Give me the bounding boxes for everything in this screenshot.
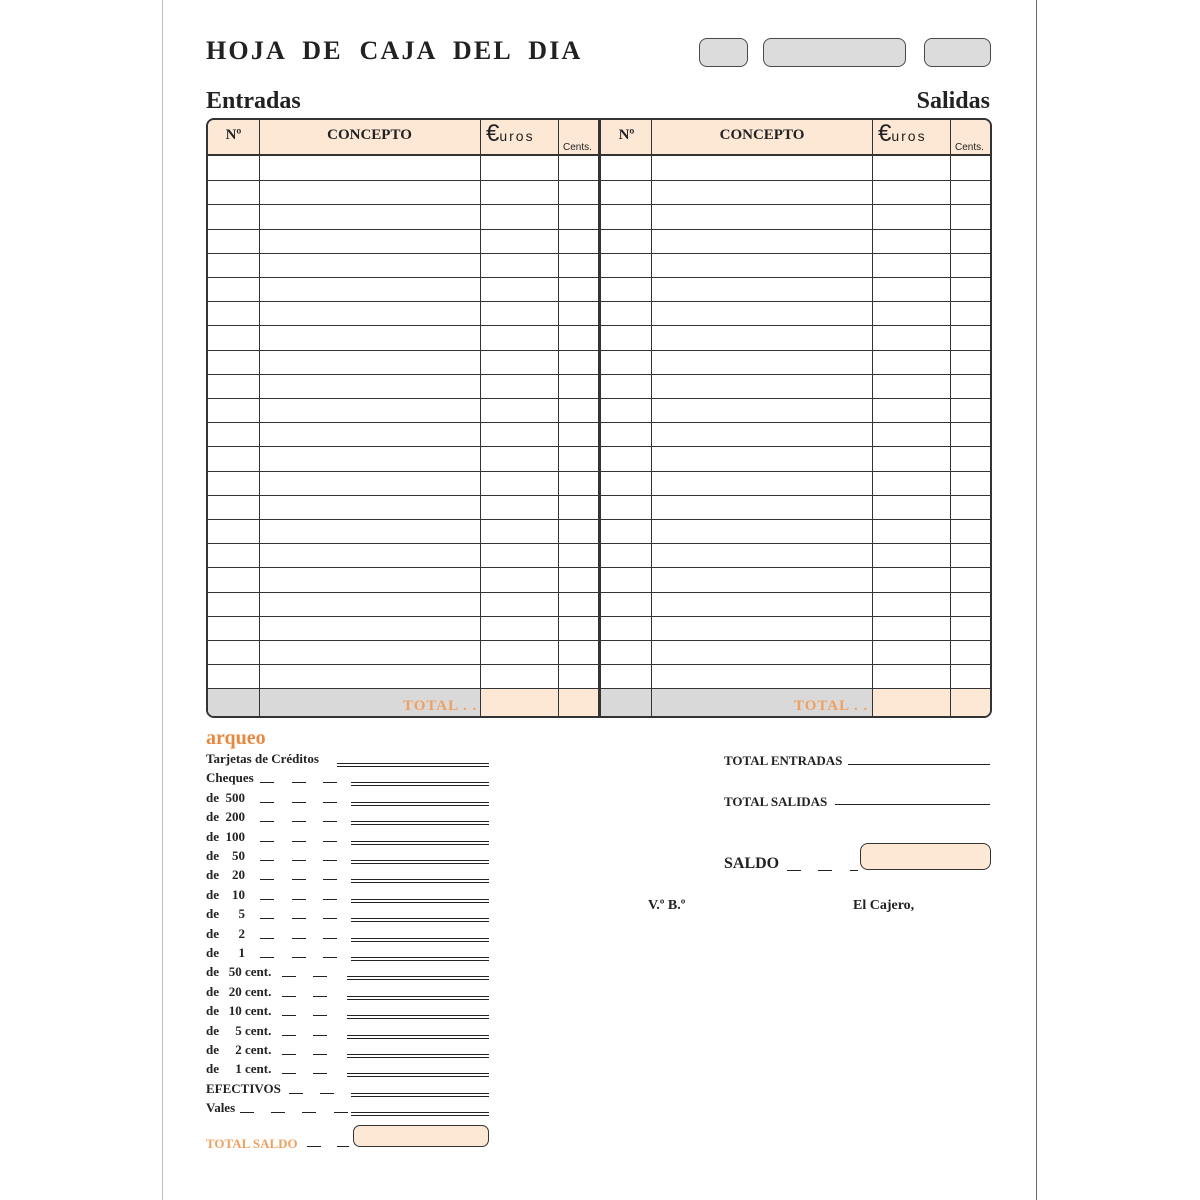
dash [292,821,306,822]
date-day-box[interactable] [699,38,748,67]
dash [334,1112,348,1113]
dash [313,1054,327,1055]
dash [313,1073,327,1074]
salidas-col-cents: Cents. [955,142,984,153]
arqueo-amount-line[interactable] [351,1112,489,1113]
dash [260,879,274,880]
arqueo-row-label: de 50 cent. [206,964,272,980]
dash [323,782,337,783]
salidas-col-concepto: CONCEPTO [719,127,805,143]
dash [260,918,274,919]
col-sep [480,120,481,716]
arqueo-amount-line[interactable] [351,899,489,900]
total-saldo-field[interactable] [353,1125,489,1147]
col-sep [558,120,559,716]
dash [292,879,306,880]
col-sep-middle [598,120,601,716]
arqueo-row-label: de 2 [206,925,245,941]
dash [260,957,274,958]
ledger-table [206,118,992,718]
arqueo-row-label: de 2 cent. [206,1042,272,1057]
arqueo-amount-line-under [347,1057,489,1058]
arqueo-amount-line-under [347,999,489,1000]
arqueo-amount-line-under [351,941,489,942]
dash [260,802,274,803]
dash [260,899,274,900]
entradas-total-label: TOTAL . . [403,698,478,714]
col-sep [259,120,260,716]
saldo-field[interactable] [860,843,991,870]
dash [323,938,337,939]
col-sep [872,120,873,716]
arqueo-row-label: de 50 [206,848,245,863]
arqueo-row-label: de 1 cent. [206,1061,272,1077]
dash [313,1035,327,1036]
arqueo-row-label: de 10 [206,886,245,902]
dash [282,1073,296,1074]
dash [850,870,858,871]
arqueo-row-label: de 10 cent. [206,1003,272,1019]
dash [302,1112,316,1113]
arqueo-row-label: de 500 [206,789,245,805]
arqueo-amount-line-under [347,1018,489,1019]
arqueo-amount-line[interactable] [351,879,489,880]
total-salidas-line[interactable] [835,804,990,805]
arqueo-amount-line[interactable] [337,763,489,764]
dash [313,976,327,977]
arqueo-row-label: EFECTIVOS [206,1080,281,1096]
dash [260,782,274,783]
total-entradas-label: TOTAL ENTRADAS [724,753,843,768]
arqueo-amount-line[interactable] [351,918,489,919]
dash [260,821,274,822]
arqueo-amount-line[interactable] [347,1015,489,1016]
arqueo-amount-line[interactable] [347,1073,489,1074]
arqueo-amount-line[interactable] [351,1093,489,1094]
dash [323,918,337,919]
dash [240,1112,254,1113]
entradas-title: Entradas [206,88,301,114]
euro-icon: € [486,120,500,147]
arqueo-amount-line-under [351,844,489,845]
arqueo-amount-line-under [351,921,489,922]
form-title: HOJA DE CAJA DEL DIA [206,36,583,65]
date-month-box[interactable] [763,38,906,67]
dash [337,1146,349,1147]
dash [292,899,306,900]
dash [323,841,337,842]
arqueo-amount-line-under [347,1076,489,1077]
dash [313,1015,327,1016]
arqueo-amount-line-under [351,785,489,786]
dash [323,957,337,958]
dash [787,870,801,871]
arqueo-amount-line-under [351,882,489,883]
total-salidas-label: TOTAL SALIDAS [724,794,828,809]
arqueo-title: arqueo [206,727,266,749]
dash [818,870,832,871]
arqueo-amount-line-under [351,960,489,961]
entradas-col-euros: €uros [486,120,535,147]
arqueo-row-label: Vales [206,1100,236,1116]
dash [292,782,306,783]
euro-icon: € [878,120,892,147]
arqueo-amount-line[interactable] [351,782,489,783]
arqueo-amount-line[interactable] [347,1054,489,1055]
entradas-total-value-cell[interactable] [481,689,600,718]
dash [260,841,274,842]
total-entradas-line[interactable] [848,764,990,765]
entradas-col-num: Nº [225,127,242,143]
dash [323,802,337,803]
dash [282,1054,296,1055]
arqueo-amount-line[interactable] [351,802,489,803]
dash [313,996,327,997]
arqueo-amount-line-under [351,902,489,903]
dash [282,976,296,977]
arqueo-row-label: de 20 [206,867,245,883]
arqueo-row-label: de 100 [206,828,245,844]
arqueo-row-label: de 5 cent. [206,1022,272,1038]
col-sep [651,120,652,716]
arqueo-amount-line-under [351,1115,489,1116]
dash [292,860,306,861]
date-year-box[interactable] [924,38,991,67]
arqueo-row-label: de 200 [206,809,245,825]
salidas-total-value-cell[interactable] [872,689,992,718]
arqueo-amount-line-under [347,1038,489,1039]
saldo-label: SALDO [724,855,780,872]
arqueo-amount-line[interactable] [347,1035,489,1036]
arqueo-amount-line-under [337,766,489,767]
cajero-label: El Cajero, [853,898,915,913]
arqueo-amount-line-under [347,979,489,980]
total-saldo-label: TOTAL SALDO [206,1136,298,1151]
entradas-col-cents: Cents. [563,142,592,153]
col-sep [950,120,951,716]
arqueo-row-label: de 1 [206,945,245,960]
salidas-col-euros: €uros [878,120,927,147]
arqueo-amount-line-under [351,1096,489,1097]
salidas-total-label: TOTAL . . [794,698,869,714]
dash [282,996,296,997]
entradas-col-concepto: CONCEPTO [327,127,412,143]
arqueo-amount-line[interactable] [347,976,489,977]
dash [292,802,306,803]
dash [260,938,274,939]
arqueo-row-label: de 20 cent. [206,983,272,999]
arqueo-amount-line[interactable] [347,996,489,997]
arqueo-amount-line[interactable] [351,841,489,842]
dash [282,1035,296,1036]
dash [320,1093,334,1094]
arqueo-amount-line[interactable] [351,821,489,822]
arqueo-amount-line-under [351,805,489,806]
arqueo-amount-line[interactable] [351,957,489,958]
arqueo-amount-line[interactable] [351,860,489,861]
dash [323,899,337,900]
arqueo-amount-line-under [351,863,489,864]
dash [292,938,306,939]
salidas-col-num: Nº [618,127,635,143]
vb-label: V.º B.º [648,898,686,913]
dash [307,1146,321,1147]
arqueo-row-label: Tarjetas de Créditos [206,751,319,766]
dash [271,1112,285,1113]
dash [292,841,306,842]
dash [282,1015,296,1016]
dash [260,860,274,861]
dash [323,879,337,880]
dash [289,1093,303,1094]
dash [323,821,337,822]
dash [292,957,306,958]
arqueo-amount-line[interactable] [351,938,489,939]
salidas-title: Salidas [916,88,990,114]
arqueo-row-label: de 5 [206,906,245,922]
arqueo-amount-line-under [351,824,489,825]
arqueo-row-label: Cheques [206,770,254,786]
dash [292,918,306,919]
dash [323,860,337,861]
